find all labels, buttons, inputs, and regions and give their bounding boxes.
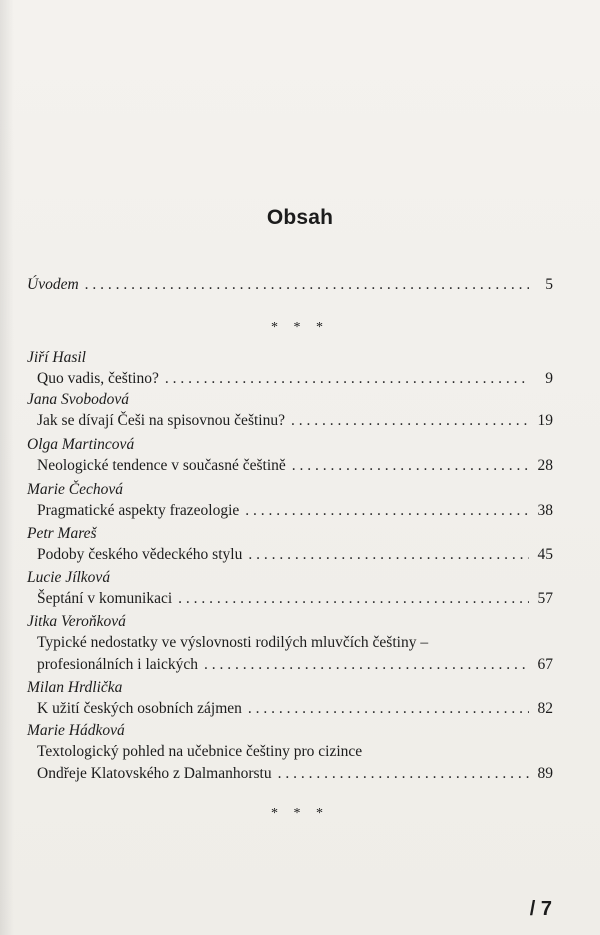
toc-author: Milan Hrdlička <box>27 679 123 696</box>
dot-leader <box>291 410 529 432</box>
page-title: Obsah <box>266 206 334 229</box>
toc-page-number: 89 <box>537 765 553 782</box>
toc-title-line[interactable] <box>27 654 553 676</box>
toc-title: Textologický pohled na učebnice češtiny pro cizince <box>37 743 363 760</box>
toc-author: Jiří Hasil <box>27 349 86 366</box>
dot-leader <box>85 274 529 296</box>
dot-leader <box>278 763 529 785</box>
toc-page-number: 57 <box>537 590 553 607</box>
toc-title-line[interactable] <box>27 698 553 720</box>
toc-page-number: 28 <box>537 457 553 474</box>
toc-author: Lucie Jílková <box>27 569 111 586</box>
toc-title-line[interactable] <box>27 588 553 610</box>
toc-title-line[interactable] <box>27 763 553 785</box>
toc-author: Olga Martincová <box>27 436 135 453</box>
toc-intro-label: Úvodem <box>27 276 79 293</box>
toc-title-continued: Ondřeje Klatovského z Dalmanhorstu <box>37 765 272 782</box>
dot-leader <box>248 544 529 566</box>
toc-entry <box>27 390 553 432</box>
toc-title-line[interactable] <box>27 500 553 522</box>
toc-title-line[interactable] <box>27 741 553 763</box>
dot-leader <box>165 368 529 390</box>
toc-entry <box>27 721 553 785</box>
toc-entry <box>27 678 553 720</box>
toc-intro-page: 5 <box>545 276 553 293</box>
toc-title-line[interactable] <box>27 544 553 566</box>
toc-author: Marie Čechová <box>27 481 123 498</box>
toc-title-line[interactable] <box>27 455 553 477</box>
toc-entry <box>27 435 553 477</box>
toc-page-number: 19 <box>537 412 553 429</box>
toc-title: Podoby českého vědeckého stylu <box>37 546 243 563</box>
toc-title: Pragmatické aspekty frazeologie <box>37 502 240 519</box>
toc-title: Quo vadis, češtino? <box>37 370 159 387</box>
toc-author: Jitka Veroňková <box>27 613 126 630</box>
toc-page-number: 67 <box>537 656 553 673</box>
toc-title: Šeptání v komunikaci <box>37 590 173 607</box>
toc-page-number: 82 <box>537 700 553 717</box>
toc-entry <box>27 612 553 676</box>
toc-title-line[interactable] <box>27 368 553 390</box>
toc-intro <box>27 274 553 296</box>
toc-title: Typické nedostatky ve výslovnosti rodilých mluvčích češtiny – <box>37 634 429 651</box>
dot-leader <box>178 588 529 610</box>
toc-title-continued: profesionálních i laických <box>37 656 198 673</box>
toc-title: K užití českých osobních zájmen <box>37 700 242 717</box>
page-number: / 7 <box>529 898 552 920</box>
dot-leader <box>292 455 529 477</box>
toc-entry <box>27 524 553 566</box>
toc-author: Petr Mareš <box>27 525 97 542</box>
toc-title-line[interactable] <box>27 410 553 432</box>
toc-page-number: 38 <box>537 502 553 519</box>
toc-title: Neologické tendence v současné češtině <box>37 457 286 474</box>
toc-entry <box>27 348 553 390</box>
section-separator-top: * * * <box>271 320 329 335</box>
toc-author: Jana Svobodová <box>27 391 130 408</box>
toc-entry <box>27 568 553 610</box>
dot-leader <box>248 698 529 720</box>
dot-leader <box>204 654 529 676</box>
toc-title-line[interactable] <box>27 632 553 654</box>
dot-leader <box>245 500 529 522</box>
toc-page-number: 45 <box>537 546 553 563</box>
toc-title: Jak se dívají Češi na spisovnou češtinu? <box>37 412 285 429</box>
toc-entry <box>27 480 553 522</box>
toc-author: Marie Hádková <box>27 722 125 739</box>
toc-intro-line[interactable] <box>27 274 553 296</box>
section-separator-bottom: * * * <box>271 806 329 821</box>
toc-page-number: 9 <box>545 370 553 387</box>
page-edge-shadow <box>0 0 14 935</box>
